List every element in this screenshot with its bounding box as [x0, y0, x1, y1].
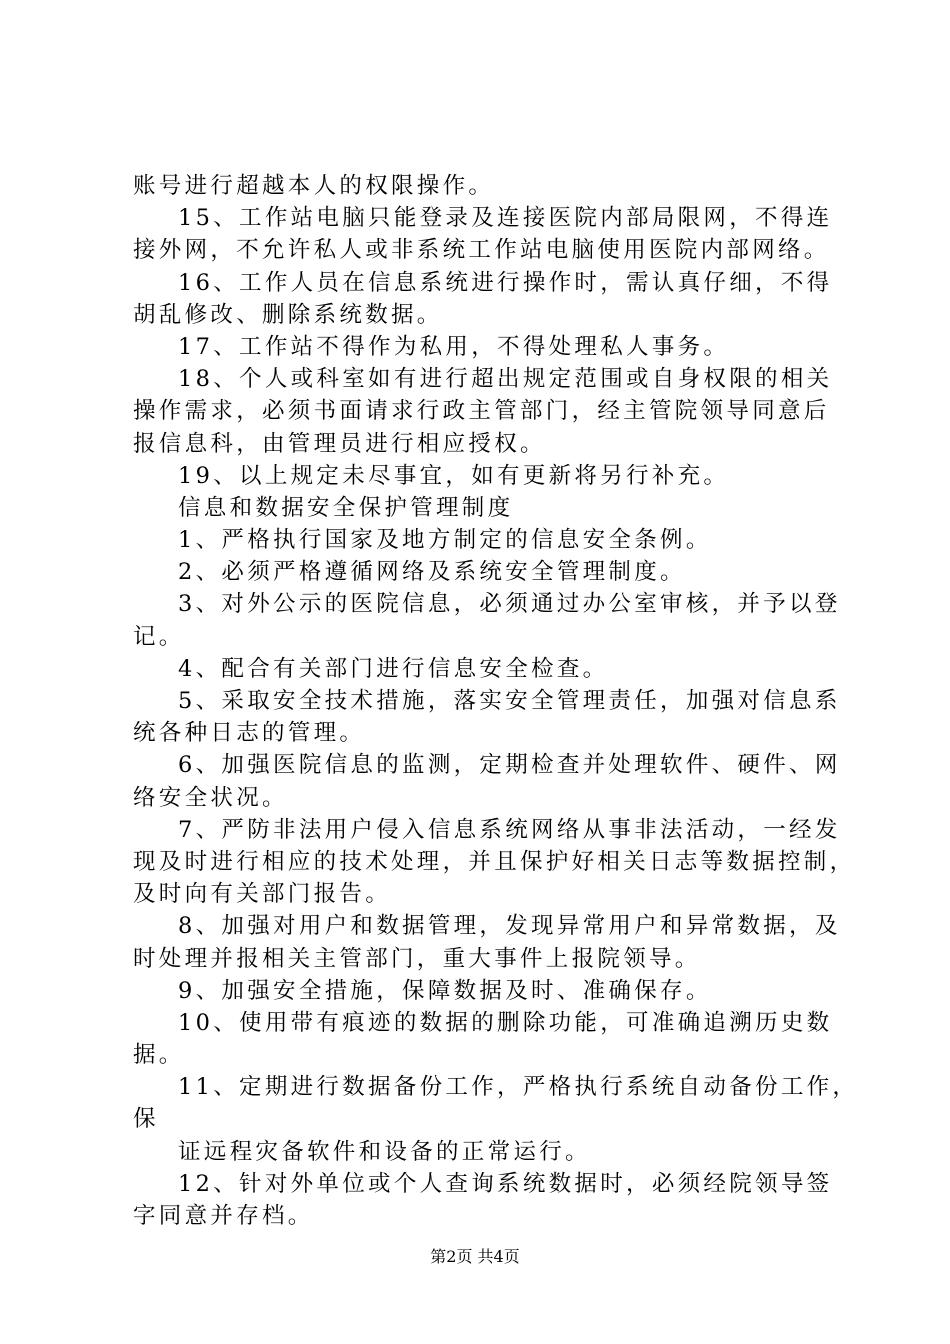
- text-line: 12、针对外单位或个人查询系统数据时，必须经院领导签: [178, 1170, 833, 1197]
- text-line: 19、以上规定未尽事宜，如有更新将另行补充。: [178, 462, 730, 489]
- text-line: 9、加强安全措施，保障数据及时、准确保存。: [178, 977, 712, 1004]
- text-line: 11、定期进行数据备份工作，严格执行系统自动备份工作，: [178, 1074, 859, 1101]
- text-line: 7、严防非法用户侵入信息系统网络从事非法活动，一经发: [178, 816, 841, 843]
- text-line: 15、工作站电脑只能登录及连接医院内部局限网，不得连: [178, 205, 833, 232]
- text-line: 18、个人或科室如有进行超出规定范围或自身权限的相关: [178, 366, 833, 393]
- text-line: 络安全状况。: [133, 784, 288, 811]
- text-line: 接外网，不允许私人或非系统工作站电脑使用医院内部网络。: [133, 237, 830, 264]
- text-line: 3、对外公示的医院信息，必须通过办公室审核，并予以登: [178, 591, 841, 618]
- text-line: 操作需求，必须书面请求行政主管部门，经主管院领导同意后: [133, 398, 830, 425]
- section-heading: 信息和数据安全保护管理制度: [178, 494, 514, 521]
- text-line: 账号进行超越本人的权限操作。: [133, 173, 495, 199]
- text-line: 17、工作站不得作为私用，不得处理私人事务。: [178, 333, 730, 360]
- text-line: 记。: [133, 623, 185, 650]
- text-line: 证远程灾备软件和设备的正常运行。: [178, 1138, 591, 1165]
- text-line: 5、采取安全技术措施，落实安全管理责任，加强对信息系: [178, 688, 841, 714]
- page-number-footer: 第2页 共4页: [430, 1247, 520, 1266]
- text-line: 字同意并存档。: [133, 1203, 314, 1229]
- document-body: [133, 170, 859, 1232]
- text-line: 4、配合有关部门进行信息安全检查。: [178, 655, 609, 682]
- text-line: 16、工作人员在信息系统进行操作时，需认真仔细，不得: [178, 269, 833, 296]
- text-line: 1、严格执行国家及地方制定的信息安全条例。: [178, 527, 712, 554]
- text-line: 据。: [133, 1042, 185, 1069]
- text-line: 报信息科，由管理员进行相应授权。: [133, 430, 546, 457]
- text-line: 保: [133, 1106, 159, 1133]
- text-line: 10、使用带有痕迹的数据的删除功能，可准确追溯历史数: [178, 1009, 833, 1036]
- text-line: 及时向有关部门报告。: [133, 881, 392, 908]
- text-line: 2、必须严格遵循网络及系统安全管理制度。: [178, 559, 686, 586]
- text-line: 统各种日志的管理。: [133, 720, 366, 747]
- text-line: 8、加强对用户和数据管理，发现异常用户和异常数据，及: [178, 913, 841, 940]
- text-line: 时处理并报相关主管部门，重大事件上报院领导。: [133, 945, 701, 972]
- text-line: 6、加强医院信息的监测，定期检查并处理软件、硬件、网: [178, 752, 841, 779]
- text-line: 现及时进行相应的技术处理，并且保护好相关日志等数据控制，: [133, 848, 856, 875]
- text-line: 胡乱修改、删除系统数据。: [133, 301, 443, 328]
